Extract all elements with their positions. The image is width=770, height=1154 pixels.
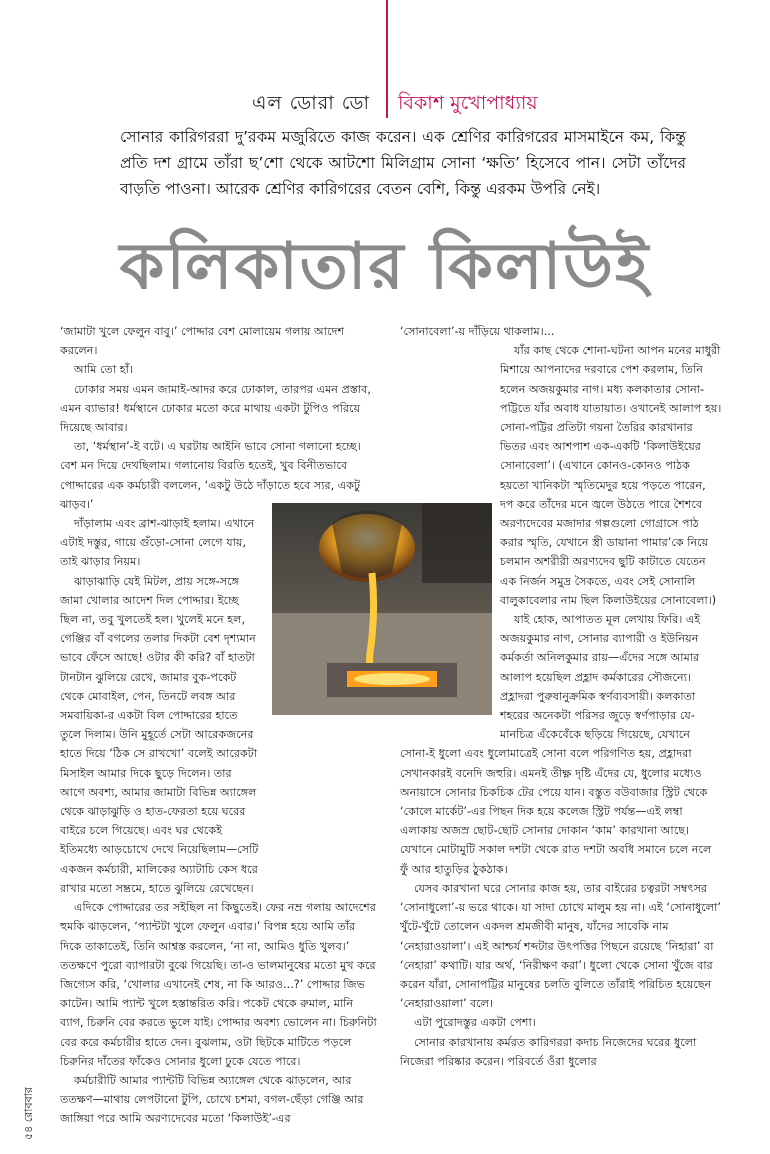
page-number: ৫৪ রোববার bbox=[22, 1087, 35, 1140]
paragraph: ঝাড়াঝাড়ি যেই মিটল, প্রায় সঙ্গে-সঙ্গে জামা খোলার আদেশ দিল পোদ্দার। ইচ্ছে ছিল না, তবু খুলতেই হল। খুলেই মনে হল, গেঞ্জির বাঁ বগলের তলার দিকটা বেশ দৃশ্যমান ভাবে ফেঁসে আছে! ওটার কী করি? বাঁ হাতটা টানটান ঝুলিয়ে রেখে, জামার বুক-পকেট থেকে মোবাইল, পেন, তিনটে লবঙ্গ আর সমবায়িকা-র একটা বিল পোদ্দারের হাতে তুলে দিলাম। উনি মুহূর্তে সেটা আরেকজনের হাতে দিয়ে ‘ঠিক সে রাখখো’ বলেই আরেকটা মিসাইল আমার দিকে ছুড়ে দিলেন। তার আগে অবশ্য, আমার জামাটা বিভিন্ন অ্যাঙ্গেল থেকে ঝাড়াঝুড়ি ও হাত-ফেরতা হয়ে ঘরের বাইরে চলে গিয়েছে। এবং ঘর থেকেই ইতিমধ্যে আড়চোখে দেখে নিয়েছিলাম—সেটি একজন কর্মচারী, মালিকের অ্যাটাচি কেস ধরে রাখার মতো সম্ভ্রমে, হাতে ঝুলিয়ে রেখেছেন। bbox=[60, 574, 259, 895]
paragraph: আমি তো হাঁ। bbox=[74, 363, 133, 377]
byline bbox=[0, 88, 770, 118]
right-column bbox=[400, 322, 722, 1071]
paragraph: যাই হোক, আপাতত মূল লেখায় ফিরি। এই অজয়কুমার নাগ, সোনার ব্যাপারী ও ইউনিয়ন কর্মকর্তা অনিলকুমার রায়—এঁদের সঙ্গে আমার আলাপ হয়েছিল প্রহ্লাদ কর্মকারের সৌজন্যে। প্রহ্লাদরা পুরুষানুক্রমিক স্বর্ণব্যবসায়ী। কলকাতা শহরের অনেকটা পরিসর জুড়ে স্বর্ণপাড়ার যে-মানচিত্র এঁকেবেঁকে ছড়িয়ে গিয়েছে, যেখানে সোনা-ই ধুলো এবং ধুলোমাত্রেই সোনা বলে পরিগণিত হয়, প্রহ্লাদরা সেখানকারই বনেদি জহুরি। এমনই তীক্ষ্ণ দৃষ্টি এঁদের যে, ধুলোর মধ্যেও অনায়াসে সোনার চিকচিক টের পেয়ে যান। বস্তুত বউবাজার স্ট্রিট থেকে ‘কোলে মার্কেট’-এর পিছন দিক হয়ে কলেজ স্ট্রিট পর্যন্ত—এই লম্বা এলাকায় অজস্র ছোট-ছোট সোনার দোকান ‘কাম’ কারখানা আছে। যেখানে মোটামুটি সকাল দশটা থেকে রাত দশটা অবধি সমানে চলে নলে ফুঁ আর হাতুড়ির ঠুকঠাক। bbox=[400, 613, 712, 876]
standfirst: সোনার কারিগররা দু’রকম মজুরিতে কাজ করেন। এক শ্রেণির কারিগরের মাসমাইনে কম, কিন্তু প্রতি দশ গ্রামে তাঁরা ছ’শো থেকে আটশো মিলিগ্রাম সোনা ‘ক্ষতি’ হিসেবে পান। সেটা তাঁদের বাড়তি পাওনা। আরেক শ্রেণির কারিগরের বেতন বেশি, কিন্তু এরকম উপরি নেই। bbox=[120, 128, 686, 198]
paragraph: ‘সোনাবেলা’-য় দাঁড়িয়ে থাকলাম।... bbox=[400, 325, 555, 338]
paragraph: তা, ‘ধর্মস্থান’-ই বটে। এ ঘরটায় আইনি ভাবে সোনা গলানো হচ্ছে। বেশ মন দিয়ে দেখছিলাম। গলানোয় বিরতি হতেই, খুব বিনীতভাবে পোদ্দারের এক কর্মচারী বললেন, ‘একটু উঠে দাঁড়াতে হবে স্যর, একটু ঝাড়ব।’ bbox=[60, 440, 361, 511]
paragraph: যেসব কারখানা ঘরে সোনার কাজ হয়, তার বাইরের চত্বরটা সম্বৎসর ‘সোনাধুলো’-য় ভরে থাকে। যা সাদা চোখে মালুম হয় না। এই ‘সোনাধুলো’ খুঁটে-খুঁটে তোলেন একদল শ্রমজীবী মানুষ, যাঁদের সাবেকি নাম ‘নেহারাওয়ালা’। এই আশ্চর্য শব্দটার উৎপত্তির পিছনে রয়েছে ‘নিহারা’ বা ‘নেহারা’ কথাটি। যার অর্থ, ‘নিরীক্ষণ করা’। ধুলো থেকে সোনা খুঁজে বার করেন যাঁরা, সোনাপট্টির মানুষের চলতি বুলিতে তাঁরাই পরিচিত হয়েছেন ‘নেহারাওয়ালা’ বলে। bbox=[400, 881, 721, 1011]
paragraph: এদিকে পোদ্দারের তর সইছিল না কিছুতেই। ফের নম্র গলায় আদেশের হুমকি ঝাড়লেন, ‘প্যান্টটা খুলে ফেলুন এবার।’ বিপন্ন হয়ে আমি তাঁর দিকে তাকাতেই, তিনি আশ্বস্ত করলেন, ‘না না, আমিও ধুতি খুলব।’ ততক্ষণে পুরো ব্যাপারটা বুঝে গিয়েছি। তা-ও ভালমানুষের মতো মুখ করে জিগ্যেস করি, ‘খোলার এখানেই শেষ, না কি আরও...?’ পোদ্দার জিভ কাটেন। আমি প্যান্ট খুলে হস্তান্তরিত করি। পকেট থেকে রুমাল, মানি ব্যাগ, চিরুনি বের করতে ভুলে যাই। পোদ্দার অবশ্য ভোলেন না। চিরুনিটা বের করে কর্মচারীর হাতে দেন। বুঝলাম, ওটা ছিটকে মাটিতে পড়লে চিরুনির দাঁতের ফাঁকেও সোনার ধুলো ঢুকে যেতে পারে। bbox=[60, 901, 377, 1068]
paragraph: যাঁর কাছ থেকে শোনা-ঘটনা আপন মনের মাধুরী মিশায়ে আপনাদের দরবারে পেশ করলাম, তিনি হলেন অজয়কুমার নাগ। মধ্য কলকাতার সোনা-পট্টিতে যাঁর অবাধ যাতায়াত। ওখানেই আলাপ হয়। সোনা-পট্টির প্রতিটা গয়না তৈরির কারখানার ভিতর এবং আশপাশ এক-একটি ‘কিলাউইয়ের সোনাবেলা’। (এখানে কোনও-কোনও পাঠক হয়তো খানিকটা স্মৃতিমেদুর হয়ে পড়তে পারেন, দপ করে তাঁদের মনে জ্বলে উঠতে পারে শৈশবে অরণ্যদেবের মজাদার গল্পগুলো গোগ্রাসে পাঠ করার স্মৃতি, যেখানে স্ত্রী ডায়ানা পামার’কে নিয়ে চলমান অশরীরী অরণ্যদেব ছুটি কাটাতে যেতেন এক নির্জন সমুদ্র সৈকতে, এবং সেই সোনালি বালুকাবেলার নাম ছিল কিলাউইয়ের সোনাবেলা।) bbox=[500, 344, 722, 607]
author-name: বিকাশ মুখোপাধ্যায় bbox=[398, 92, 538, 114]
paragraph: কর্মচারীটি আমার প্যান্টটি বিভিন্ন অ্যাঙ্গেল থেকে ঝাড়লেন, আর ততক্ষণ—মাথায় লেপটানো টুপি, চোখে চশমা, বগল-ছেঁড়া গেঞ্জি আর জাঙ্গিয়া পরে আমি অরণ্যদেবের মতো ‘কিলাউই’-এর bbox=[60, 1073, 364, 1126]
photo-wrap-space bbox=[400, 511, 500, 731]
page-footer-label bbox=[20, 1060, 36, 1140]
article-title: কলিকাতার কিলাউই bbox=[119, 230, 651, 304]
paragraph: দাঁড়ালাম এবং ব্রাশ-ঝাড়াই হলাম। এখানে এটাই দস্তুর, গায়ে গুঁড়ো-সোনা লেগে যায়, তাই ঝাড়ার নিয়ম। bbox=[60, 517, 255, 569]
section-name: এল ডোরা ডো bbox=[251, 92, 370, 114]
paragraph: সোনার কারখানায় কর্মরত কারিগররা কদাচ নিজেদের ঘরের ধুলো নিজেরা পরিষ্কার করেন। পরিবর্তে ওঁরা ধুলোর bbox=[400, 1035, 697, 1068]
paragraph: ঢোকার সময় এমন জামাই-আদর করে ঢোকাল, তারপর এমন প্রস্তাব, এমন ব্যাভার! ধর্মস্থানে ঢোকার মতো করে মাথায় একটা টুপিও পরিয়ে দিয়েছে আবার। bbox=[60, 382, 371, 435]
paragraph: এটা পুরোদস্তুর একটা পেশা। bbox=[414, 1016, 536, 1030]
left-column bbox=[60, 322, 378, 1129]
paragraph: ‘জামাটা খুলে ফেলুন বাবু।’ পোদ্দার বেশ মোলায়েম গলায় আদেশ করলেন। bbox=[60, 325, 345, 358]
